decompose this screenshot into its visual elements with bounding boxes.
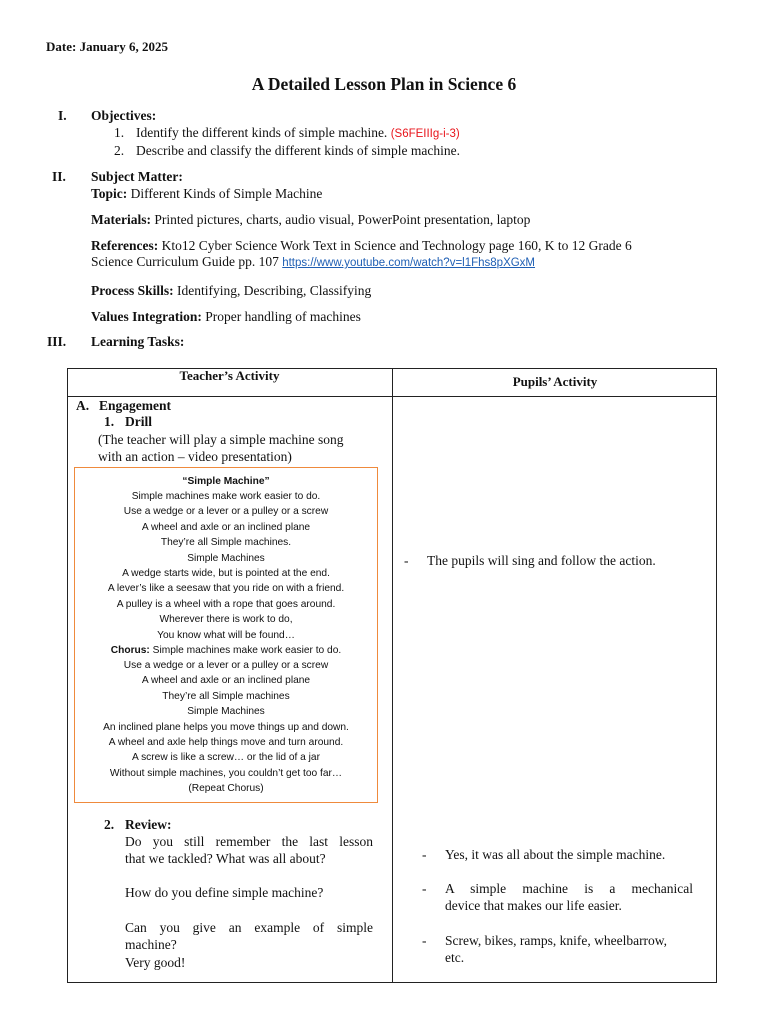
song-title: “Simple Machine” bbox=[182, 476, 270, 487]
drill-description-2: with an action – video presentation) bbox=[98, 449, 292, 464]
materials-line bbox=[91, 211, 530, 228]
objectives-number: I. bbox=[58, 108, 67, 123]
objective-1 bbox=[136, 124, 460, 143]
song-line-5: Simple Machines bbox=[187, 552, 265, 564]
references-label: References: bbox=[91, 238, 159, 253]
references-value-2: Science Curriculum Guide pp. 107 bbox=[91, 254, 279, 269]
tasks-heading: Learning Tasks: bbox=[91, 334, 185, 349]
objectives-heading: Objectives: bbox=[91, 108, 157, 123]
topic-label: Topic: bbox=[91, 186, 128, 201]
pupil-answer-3a: Screw, bikes, ramps, knife, wheelbarrow, bbox=[445, 933, 668, 948]
objective-2-text: Describe and classify the different kinds of simple machine. bbox=[136, 143, 461, 158]
date-value: January 6, 2025 bbox=[79, 39, 169, 54]
pupils-activity-header: Pupils’ Activity bbox=[512, 374, 598, 389]
song-line-2: Use a wedge or a lever or a pulley or a screw bbox=[123, 506, 329, 518]
values-label: Values Integration: bbox=[91, 309, 202, 324]
song-line-b-5: An inclined plane helps you move things up and down. bbox=[103, 721, 349, 733]
chorus-label: Chorus: bbox=[110, 645, 150, 656]
song-line-b-2: A wheel and axle or an inclined plane bbox=[141, 675, 311, 687]
skills-value: Identifying, Describing, Classifying bbox=[177, 283, 372, 298]
materials-label: Materials: bbox=[91, 212, 151, 227]
pupil-sing-response: The pupils will sing and follow the action. bbox=[427, 553, 656, 568]
song-line-6: A wedge starts wide, but is pointed at the end. bbox=[122, 568, 330, 579]
pupil-dash-2: - bbox=[422, 847, 427, 862]
review-number: 2. bbox=[104, 817, 115, 832]
topic-line bbox=[91, 185, 322, 202]
song-line-7: A lever’s like a seesaw that you ride on with a friend. bbox=[107, 583, 345, 595]
materials-value: Printed pictures, charts, audio visual, PowerPoint presentation, laptop bbox=[154, 212, 531, 227]
chorus-first-line: Simple machines make work easier to do. bbox=[149, 645, 342, 656]
values-value: Proper handling of machines bbox=[205, 309, 361, 324]
objective-2-number: 2. bbox=[114, 143, 125, 158]
tasks-number: III. bbox=[47, 334, 67, 349]
engagement-heading: Engagement bbox=[99, 398, 171, 413]
review-question-1a: Do you still remember the last lesson bbox=[125, 834, 373, 849]
review-question-3a: Can you give an example of simple bbox=[125, 920, 373, 935]
objective-1-text: Identify the different kinds of simple machine. bbox=[136, 125, 388, 140]
pupil-answer-3b: etc. bbox=[445, 950, 465, 965]
subject-number: II. bbox=[52, 169, 66, 184]
skills-line bbox=[91, 282, 371, 299]
review-question-3b: machine? bbox=[125, 937, 177, 952]
song-chorus-line bbox=[74, 643, 378, 658]
song-line-b-8: Without simple machines, you couldn’t get too far… bbox=[109, 767, 343, 779]
skills-label: Process Skills: bbox=[91, 283, 174, 298]
date-line bbox=[46, 39, 168, 55]
pupil-dash-1: - bbox=[404, 553, 409, 568]
song-line-8: A pulley is a wheel with a rope that goes around. bbox=[116, 598, 336, 610]
song-line-4: They’re all Simple machines. bbox=[160, 537, 292, 549]
drill-number: 1. bbox=[104, 414, 115, 429]
song-line-1: Simple machines make work easier to do. bbox=[131, 491, 321, 502]
page-title: A Detailed Lesson Plan in Science 6 bbox=[251, 74, 517, 94]
references-line-2 bbox=[91, 253, 535, 272]
song-line-b-6: A wheel and axle help things move and turn around. bbox=[108, 737, 344, 748]
song-line-b-4: Simple Machines bbox=[187, 706, 265, 718]
review-heading: Review: bbox=[125, 817, 172, 832]
drill-description-1: (The teacher will play a simple machine song bbox=[98, 432, 344, 447]
song-line-b-7: A screw is like a screw… or the lid of a jar bbox=[132, 752, 320, 764]
date-label: Date: bbox=[46, 39, 77, 54]
song-line-b-1: Use a wedge or a lever or a pulley or a screw bbox=[123, 660, 329, 671]
pupil-dash-4: - bbox=[422, 933, 427, 948]
song-line-b-9: (Repeat Chorus) bbox=[188, 783, 264, 795]
engagement-letter: A. bbox=[76, 398, 90, 413]
song-line-3: A wheel and axle or an inclined plane bbox=[141, 521, 311, 533]
drill-heading: Drill bbox=[125, 414, 152, 429]
references-value: Kto12 Cyber Science Work Text in Science and Technology page 160, K to 12 Grade 6 bbox=[161, 238, 632, 253]
review-question-1b: that we tackled? What was all about? bbox=[125, 851, 326, 866]
song-line-9: Wherever there is work to do, bbox=[159, 614, 293, 626]
song-line-10: You know what will be found… bbox=[157, 629, 295, 641]
objective-1-number: 1. bbox=[114, 125, 125, 140]
competency-code: (S6FEIIIg-i-3) bbox=[390, 128, 460, 140]
teacher-activity-header: Teacher’s Activity bbox=[179, 368, 280, 383]
review-question-2: How do you define simple machine? bbox=[125, 885, 324, 900]
references-link[interactable]: https://www.youtube.com/watch?v=l1Fhs8pXGxM bbox=[282, 257, 536, 269]
subject-heading: Subject Matter: bbox=[91, 169, 183, 184]
references-line-1 bbox=[91, 237, 632, 254]
values-line bbox=[91, 308, 361, 325]
song-line-b-3: They’re all Simple machines bbox=[162, 690, 290, 702]
table-column-divider bbox=[392, 368, 393, 983]
pupil-answer-2b: device that makes our life easier. bbox=[445, 898, 622, 913]
pupil-answer-1: Yes, it was all about the simple machine. bbox=[445, 847, 666, 862]
pupil-dash-3: - bbox=[422, 881, 427, 896]
review-praise: Very good! bbox=[125, 955, 186, 970]
topic-value: Different Kinds of Simple Machine bbox=[130, 186, 323, 201]
pupil-answer-2a: A simple machine is a mechanical bbox=[445, 881, 693, 896]
